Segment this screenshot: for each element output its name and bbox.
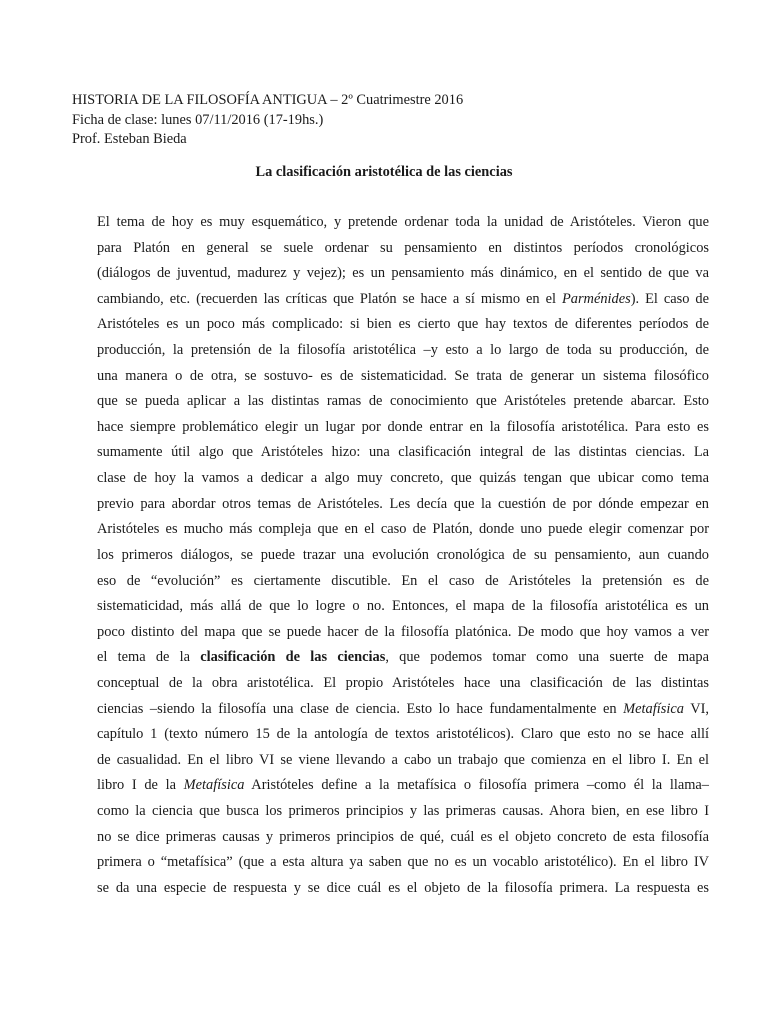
body-line: clase de hoy la vamos a dedicar a algo muy concreto, que quizás tengan que ubicar como tema (97, 470, 709, 487)
professor-name: Prof. Esteban Bieda (72, 131, 187, 147)
class-date: Ficha de clase: lunes 07/11/2016 (17-19hs.) (72, 111, 324, 128)
body-line: no se dice primeras causas y primeros principios de qué, cuál es el objeto concreto de esta filosofía (97, 828, 709, 845)
body-line: sistematicidad, más allá de que lo logre o no. Entonces, el mapa de la filosofía aristotélica es un (97, 598, 709, 615)
body-line: Aristóteles es un poco más complicado: si bien es cierto que hay textos de diferentes períodos de (97, 316, 709, 333)
italic-work-title: Parménides (561, 290, 631, 307)
body-line (97, 287, 709, 313)
body-line (97, 773, 709, 799)
body-text: Aristóteles define a la metafísica o filosofía primera –como él la llama– (244, 777, 709, 794)
body-line: (diálogos de juventud, madurez y vejez); es un pensamiento más dinámico, en el sentido de que va (97, 265, 709, 282)
body-line (97, 645, 709, 671)
body-line: conceptual de la obra aristotélica. El propio Aristóteles hace una clasificación de las distintas (97, 674, 709, 691)
body-line: los primeros diálogos, se puede trazar una evolución cronológica de su pensamiento, aun cuando (97, 546, 709, 563)
course-title: HISTORIA DE LA FILOSOFÍA ANTIGUA – 2º Cuatrimestre 2016 (72, 92, 464, 108)
body-line: hace siempre problemático elegir un lugar por donde entrar en la filosofía aristotélica. Para esto es (97, 418, 709, 435)
body-line: previo para abordar otros temas de Aristóteles. Les decía que la cuestión de por dónde empezar en (97, 495, 709, 512)
body-text: libro I de la (97, 777, 184, 794)
body-line: una manera o de otra, se sostuvo- es de sistematicidad. Se trata de generar un sistema filosófico (97, 367, 709, 384)
document-title: La clasificación aristotélica de las ciencias (255, 164, 513, 180)
body-text: el tema de la (97, 649, 201, 666)
document-header (72, 91, 463, 150)
body-line: para Platón en general se suele ordenar su pensamiento en distintos períodos cronológicos (97, 239, 709, 256)
body-paragraph (97, 210, 709, 901)
body-line: se da una especie de respuesta y se dice cuál es el objeto de la filosofía primera. La respuesta es (97, 879, 709, 896)
body-line: Aristóteles es mucho más compleja que en el caso de Platón, donde uno puede elegir comenzar por (97, 521, 709, 538)
body-line: producción, la pretensión de la filosofía aristotélica –y esto a lo largo de toda su producción, de (97, 342, 709, 359)
body-text: , que podemos tomar como una suerte de mapa (385, 649, 710, 666)
body-line (97, 697, 709, 723)
body-line: como la ciencia que busca los primeros principios y las primeras causas. Ahora bien, en ese libro I (97, 803, 709, 820)
body-text: ). El caso de (630, 290, 710, 307)
body-line: que se pueda aplicar a las distintas ramas de conocimiento que Aristóteles pretende abarcar. Esto (97, 393, 709, 410)
body-line: eso de “evolución” es ciertamente discutible. En el caso de Aristóteles la pretensión es de (97, 572, 709, 589)
body-line: poco distinto del mapa que se puede hacer de la filosofía platónica. De modo que hoy vamos a ver (97, 623, 709, 640)
italic-work-title: Metafísica (183, 777, 245, 794)
body-text: ciencias –siendo la filosofía una clase de ciencia. Esto lo hace fundamentalmente en (97, 700, 624, 717)
body-line: capítulo 1 (texto número 15 de la antología de textos aristotélicos). Claro que esto no se hace allí (97, 726, 709, 743)
body-text: cambiando, etc. (recuerden las críticas que Platón se hace a sí mismo en el (97, 290, 562, 307)
body-line: de casualidad. En el libro VI se viene llevando a cabo un trabajo que comienza en el libro I. En el (97, 751, 709, 768)
body-line: primera o “metafísica” (que a esta altura ya saben que no es un vocablo aristotélico). En el libro IV (97, 854, 709, 871)
body-line: sumamente útil algo que Aristóteles hizo: una clasificación integral de las distintas ciencias. La (97, 444, 709, 461)
body-line: El tema de hoy es muy esquemático, y pretende ordenar toda la unidad de Aristóteles. Vieron que (97, 214, 709, 230)
bold-term: clasificación de las ciencias (200, 649, 386, 666)
italic-work-title: Metafísica (623, 700, 684, 717)
body-text: VI, (683, 700, 710, 717)
